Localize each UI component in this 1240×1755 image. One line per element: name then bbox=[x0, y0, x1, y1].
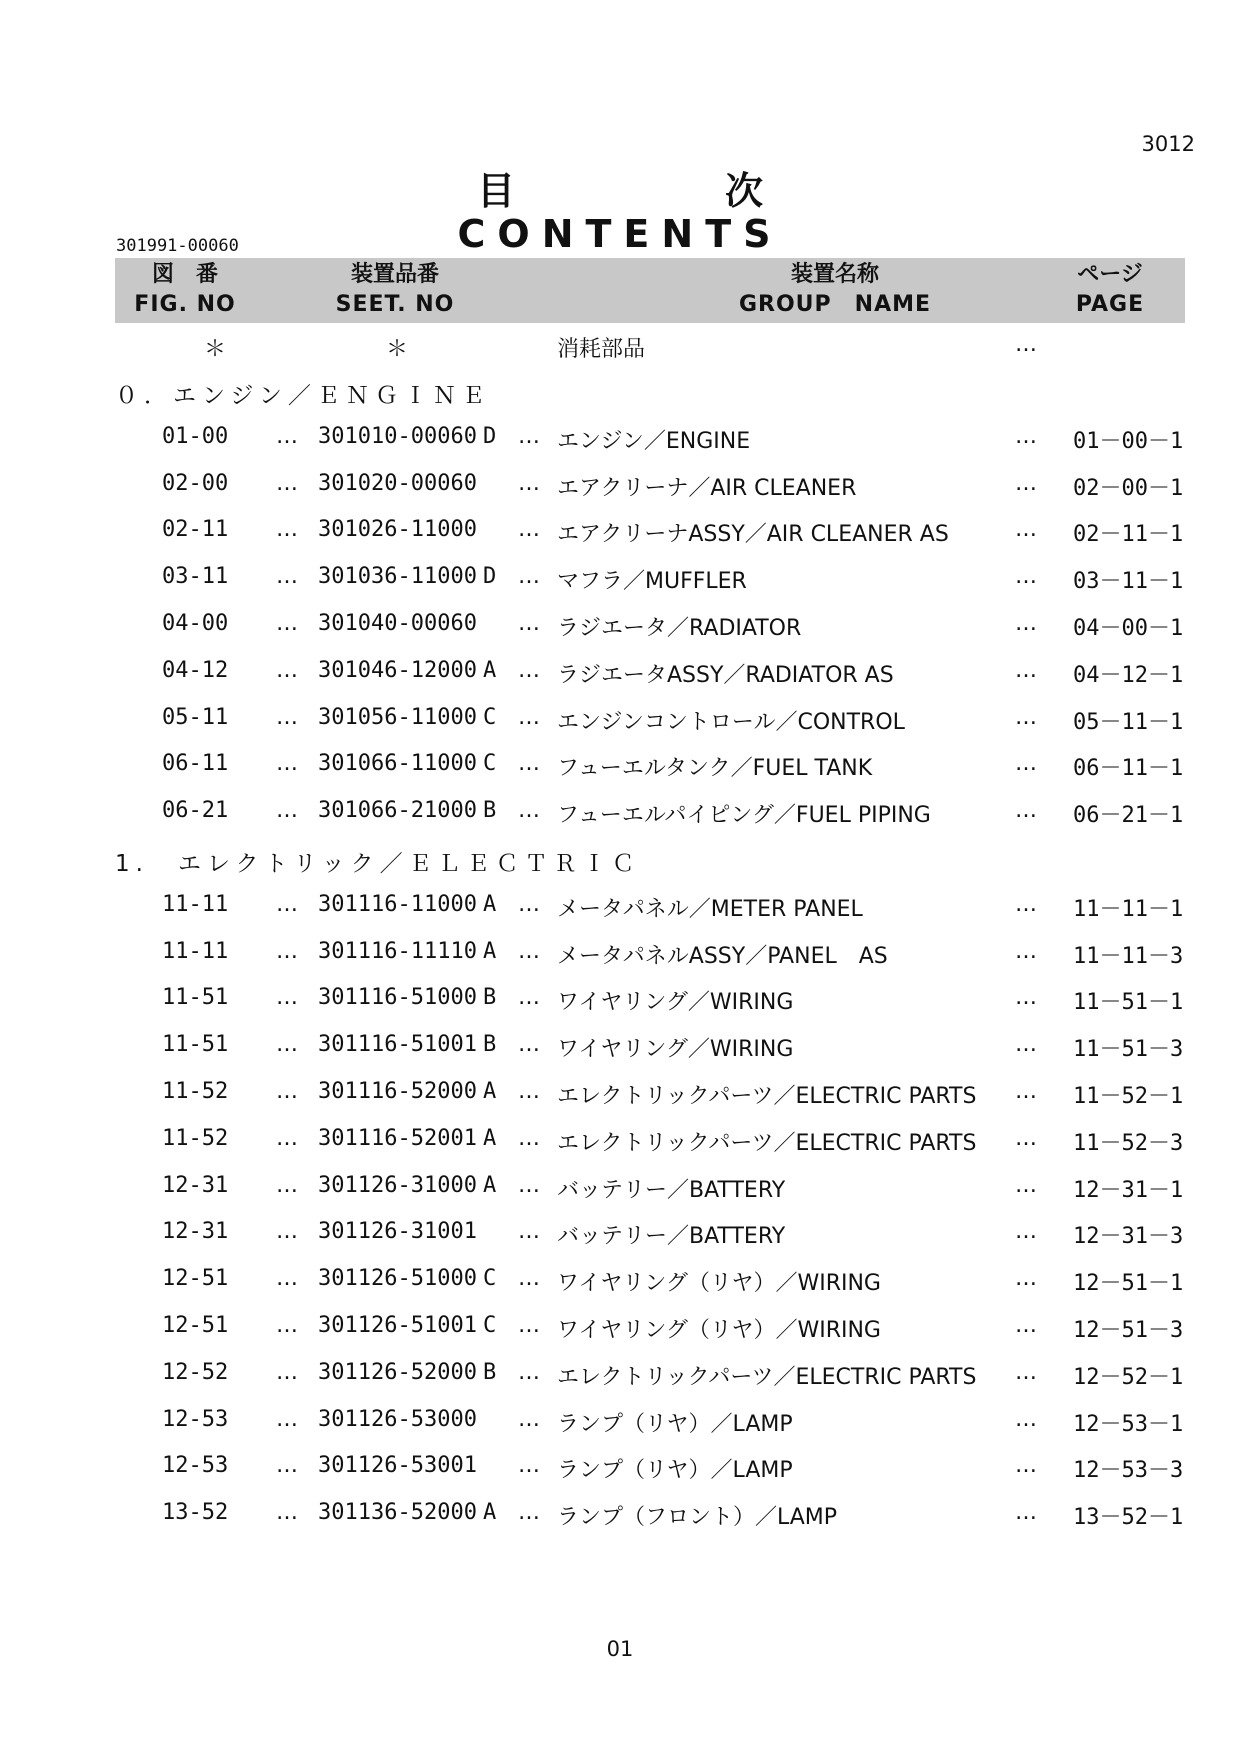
page-number: 01 bbox=[606, 1637, 634, 1661]
page-ref: 01－00－1 bbox=[1073, 428, 1184, 454]
table-header bbox=[115, 258, 1185, 323]
leader-dots: … bbox=[518, 1406, 540, 1432]
leader-dots: … bbox=[1015, 704, 1037, 730]
page-ref: 11－11－1 bbox=[1073, 896, 1184, 922]
page-ref: 06－11－1 bbox=[1073, 756, 1184, 782]
leader-dots: … bbox=[1015, 1219, 1037, 1245]
revision-letter: C bbox=[483, 704, 497, 730]
group-name: ランプ（フロント）／LAMP bbox=[557, 1505, 838, 1531]
page-ref: 12－51－1 bbox=[1073, 1271, 1184, 1297]
fig-number: 12-53 bbox=[162, 1406, 229, 1432]
revision-letter: A bbox=[483, 1079, 497, 1104]
leader-dots: … bbox=[276, 704, 298, 730]
leader-dots: … bbox=[1015, 985, 1037, 1011]
fig-number: 11-11 bbox=[162, 938, 229, 964]
leader-dots: … bbox=[1015, 1453, 1037, 1479]
header-page bbox=[1050, 260, 1170, 320]
page-ref: 04－00－1 bbox=[1073, 616, 1184, 641]
header-fig-no bbox=[120, 260, 250, 320]
leader-dots: … bbox=[518, 611, 540, 636]
leader-dots: … bbox=[1015, 1172, 1037, 1198]
leader-dots: … bbox=[518, 657, 540, 683]
leader-dots: … bbox=[276, 423, 298, 449]
fig-number: 12-52 bbox=[162, 1359, 229, 1385]
leader-dots: … bbox=[1015, 1313, 1037, 1338]
title-jp-char-2: 次 bbox=[725, 169, 764, 213]
revision-letter: A bbox=[483, 1500, 497, 1526]
seet-number: 301116-11000 bbox=[318, 891, 477, 917]
leader-dots: … bbox=[276, 470, 298, 496]
group-name: バッテリー／BATTERY bbox=[557, 1177, 786, 1203]
revision-letter: B bbox=[483, 798, 497, 824]
seet-number: 301126-53001 bbox=[318, 1453, 477, 1479]
list-item bbox=[0, 1126, 1240, 1166]
leader-dots: … bbox=[1015, 517, 1037, 543]
list-item bbox=[0, 1266, 1240, 1306]
header-group-en: GROUP NAME bbox=[738, 292, 932, 317]
group-name: エアクリーナ／AIR CLEANER bbox=[557, 475, 857, 501]
revision-letter: B bbox=[483, 1359, 497, 1385]
leader-dots: … bbox=[1015, 423, 1037, 449]
page-ref: 04－12－1 bbox=[1073, 662, 1184, 688]
fig-number: 12-51 bbox=[162, 1266, 229, 1292]
leader-dots: … bbox=[518, 1313, 540, 1338]
list-item bbox=[0, 798, 1240, 838]
leader-dots: … bbox=[1015, 938, 1037, 964]
leader-dots: … bbox=[276, 1266, 298, 1292]
page-ref: 11－52－1 bbox=[1073, 1084, 1184, 1109]
title-jp-char-1: 目 bbox=[476, 169, 515, 213]
group-name: ワイヤリング／WIRING bbox=[557, 1037, 794, 1063]
group-name: エレクトリックパーツ／ELECTRIC PARTS bbox=[557, 1364, 977, 1390]
fig-number: 02-11 bbox=[162, 517, 229, 543]
seet-number: 301126-51001 bbox=[318, 1313, 477, 1338]
page-ref: 12－51－3 bbox=[1073, 1318, 1184, 1343]
revision-letter: C bbox=[483, 1266, 497, 1292]
seet-number: 301126-51000 bbox=[318, 1266, 477, 1292]
fig-number: 11-52 bbox=[162, 1125, 229, 1151]
leader-dots: … bbox=[518, 1266, 540, 1292]
group-name: ラジエータ／RADIATOR bbox=[557, 616, 802, 641]
leader-dots: … bbox=[518, 1453, 540, 1479]
group-name: ワイヤリング／WIRING bbox=[557, 990, 794, 1016]
leader-dots: … bbox=[276, 1313, 298, 1338]
leader-dots: … bbox=[1015, 798, 1037, 824]
fig-number: 01-00 bbox=[162, 423, 229, 449]
group-name: ランプ（リヤ）／LAMP bbox=[557, 1411, 793, 1437]
seet-number: 301040-00060 bbox=[318, 611, 477, 636]
leader-dots: … bbox=[276, 1172, 298, 1198]
leader-dots: … bbox=[276, 1125, 298, 1151]
fig-number: 06-21 bbox=[162, 798, 229, 824]
group-name: エレクトリックパーツ／ELECTRIC PARTS bbox=[557, 1084, 977, 1109]
fig-number: 12-31 bbox=[162, 1219, 229, 1245]
fig-number: 04-12 bbox=[162, 657, 229, 683]
revision-letter: A bbox=[483, 657, 497, 683]
seet-number: 301126-52000 bbox=[318, 1359, 477, 1385]
page-ref: 12－31－3 bbox=[1073, 1224, 1184, 1250]
group-name: フューエルパイピング／FUEL PIPING bbox=[557, 803, 931, 829]
leader-dots: … bbox=[1015, 751, 1037, 777]
page-ref: 05－11－1 bbox=[1073, 709, 1184, 735]
seet-number: 301066-21000 bbox=[318, 798, 477, 824]
group-name: ラジエータASSY／RADIATOR AS bbox=[557, 662, 894, 688]
list-item bbox=[0, 1500, 1240, 1540]
header-group-jp: 装置名称 bbox=[790, 262, 879, 287]
leader-dots: … bbox=[276, 891, 298, 917]
page-ref: 12－53－3 bbox=[1073, 1458, 1184, 1484]
seet-number: 301036-11000 bbox=[318, 564, 477, 590]
seet-number: 301116-52001 bbox=[318, 1125, 477, 1151]
page-ref: 11－52－3 bbox=[1073, 1130, 1184, 1156]
list-item bbox=[0, 751, 1240, 791]
header-group-name bbox=[675, 260, 995, 320]
seet-number: 301010-00060 bbox=[318, 423, 477, 449]
leader-dots: … bbox=[276, 985, 298, 1011]
leader-dots: … bbox=[518, 1219, 540, 1245]
page-ref: 11－51－3 bbox=[1073, 1037, 1184, 1063]
leader-dots: … bbox=[518, 517, 540, 543]
fig-number: 11-51 bbox=[162, 985, 229, 1011]
group-name: ワイヤリング（リヤ）／WIRING bbox=[557, 1318, 881, 1343]
leader-dots: … bbox=[276, 1453, 298, 1479]
fig-number: 05-11 bbox=[162, 704, 229, 730]
leader-dots: … bbox=[276, 1079, 298, 1104]
leader-dots: … bbox=[276, 1219, 298, 1245]
leader-dots: … bbox=[276, 751, 298, 777]
page-ref: 12－53－1 bbox=[1073, 1411, 1184, 1437]
header-seet-no bbox=[310, 260, 480, 320]
consumables-name: 消耗部品 bbox=[557, 337, 646, 362]
leader-dots: … bbox=[276, 1359, 298, 1385]
revision-letter: C bbox=[483, 1313, 497, 1338]
leader-dots: … bbox=[276, 938, 298, 964]
consumables-seet: ＊ bbox=[386, 337, 409, 362]
page-ref: 06－21－1 bbox=[1073, 803, 1184, 829]
leader-dots: … bbox=[1015, 1359, 1037, 1385]
leader-dots: … bbox=[1015, 611, 1037, 636]
list-item bbox=[0, 705, 1240, 745]
leader-dots: … bbox=[518, 1172, 540, 1198]
seet-number: 301136-52000 bbox=[318, 1500, 477, 1526]
revision-letter: D bbox=[483, 564, 497, 590]
list-item bbox=[0, 1407, 1240, 1447]
leader-dots: … bbox=[518, 470, 540, 496]
leader-dots: … bbox=[276, 798, 298, 824]
revision-letter: A bbox=[483, 1172, 497, 1198]
leader-dots: … bbox=[276, 1032, 298, 1058]
leader-dots: … bbox=[1015, 1406, 1037, 1432]
seet-number: 301056-11000 bbox=[318, 704, 477, 730]
leader-dots: … bbox=[518, 751, 540, 777]
page-ref: 13－52－1 bbox=[1073, 1505, 1184, 1531]
leader-dots: … bbox=[518, 564, 540, 590]
seet-number: 301066-11000 bbox=[318, 751, 477, 777]
consumables-leader: … bbox=[1015, 332, 1037, 357]
fig-number: 04-00 bbox=[162, 611, 229, 636]
list-item bbox=[0, 892, 1240, 932]
revision-letter: C bbox=[483, 751, 497, 777]
seet-number: 301126-31000 bbox=[318, 1172, 477, 1198]
consumables-fig: ＊ bbox=[204, 337, 227, 362]
leader-dots: … bbox=[1015, 470, 1037, 496]
seet-number: 301020-00060 bbox=[318, 470, 477, 496]
header-seet-en: SEET. NO bbox=[335, 292, 455, 317]
revision-letter: A bbox=[483, 891, 497, 917]
group-name: エアクリーナASSY／AIR CLEANER AS bbox=[557, 522, 949, 548]
leader-dots: … bbox=[518, 985, 540, 1011]
title-english: CONTENTS bbox=[457, 212, 783, 256]
group-name: メータパネル／METER PANEL bbox=[557, 896, 863, 922]
fig-number: 12-53 bbox=[162, 1453, 229, 1479]
page-ref: 02－00－1 bbox=[1073, 475, 1184, 501]
leader-dots: … bbox=[276, 1406, 298, 1432]
seet-number: 301116-51000 bbox=[318, 985, 477, 1011]
list-item bbox=[0, 658, 1240, 698]
fig-number: 06-11 bbox=[162, 751, 229, 777]
fig-number: 03-11 bbox=[162, 564, 229, 590]
group-name: エンジン／ENGINE bbox=[557, 428, 751, 454]
seet-number: 301046-12000 bbox=[318, 657, 477, 683]
page-code: 3012 bbox=[1141, 132, 1195, 156]
revision-letter: D bbox=[483, 423, 497, 449]
leader-dots: … bbox=[1015, 564, 1037, 590]
leader-dots: … bbox=[518, 1359, 540, 1385]
list-item bbox=[0, 939, 1240, 979]
leader-dots: … bbox=[1015, 1500, 1037, 1526]
fig-number: 11-51 bbox=[162, 1032, 229, 1058]
revision-letter: A bbox=[483, 938, 497, 964]
list-item bbox=[0, 1032, 1240, 1072]
seet-number: 301126-31001 bbox=[318, 1219, 477, 1245]
fig-number: 12-51 bbox=[162, 1313, 229, 1338]
list-item bbox=[0, 1219, 1240, 1259]
fig-number: 02-00 bbox=[162, 470, 229, 496]
list-item bbox=[0, 1453, 1240, 1493]
consumables-row bbox=[0, 332, 1240, 372]
page-ref: 12－52－1 bbox=[1073, 1364, 1184, 1390]
header-fig-jp: 図 番 bbox=[151, 262, 218, 287]
leader-dots: … bbox=[518, 704, 540, 730]
fig-number: 12-31 bbox=[162, 1172, 229, 1198]
seet-number: 301116-52000 bbox=[318, 1079, 477, 1104]
leader-dots: … bbox=[276, 611, 298, 636]
page-ref: 02－11－1 bbox=[1073, 522, 1184, 548]
seet-number: 301116-11110 bbox=[318, 938, 477, 964]
leader-dots: … bbox=[276, 657, 298, 683]
leader-dots: … bbox=[518, 1500, 540, 1526]
header-fig-en: FIG. NO bbox=[134, 292, 236, 317]
list-item bbox=[0, 471, 1240, 511]
leader-dots: … bbox=[518, 1125, 540, 1151]
leader-dots: … bbox=[518, 1032, 540, 1058]
page-ref: 11－51－1 bbox=[1073, 990, 1184, 1016]
leader-dots: … bbox=[1015, 891, 1037, 917]
list-item bbox=[0, 1173, 1240, 1213]
group-name: エンジンコントロール／CONTROL bbox=[557, 709, 905, 735]
group-name: ワイヤリング（リヤ）／WIRING bbox=[557, 1271, 881, 1297]
list-item bbox=[0, 1079, 1240, 1119]
list-item bbox=[0, 985, 1240, 1025]
group-name: メータパネルASSY／PANEL AS bbox=[557, 943, 888, 969]
header-page-jp: ページ bbox=[1077, 262, 1143, 287]
leader-dots: … bbox=[1015, 1032, 1037, 1058]
group-name: マフラ／MUFFLER bbox=[557, 569, 747, 595]
list-item bbox=[0, 564, 1240, 604]
seet-number: 301126-53000 bbox=[318, 1406, 477, 1432]
list-item bbox=[0, 1313, 1240, 1353]
header-seet-jp: 装置品番 bbox=[350, 262, 439, 287]
seet-number: 301026-11000 bbox=[318, 517, 477, 543]
fig-number: 11-11 bbox=[162, 891, 229, 917]
revision-letter: B bbox=[483, 1032, 497, 1058]
page-ref: 12－31－1 bbox=[1073, 1177, 1184, 1203]
list-item bbox=[0, 611, 1240, 651]
group-name: フューエルタンク／FUEL TANK bbox=[557, 756, 873, 782]
page-ref: 03－11－1 bbox=[1073, 569, 1184, 595]
leader-dots: … bbox=[518, 423, 540, 449]
list-item bbox=[0, 424, 1240, 464]
fig-number: 13-52 bbox=[162, 1500, 229, 1526]
group-name: バッテリー／BATTERY bbox=[557, 1224, 786, 1250]
list-item bbox=[0, 517, 1240, 557]
leader-dots: … bbox=[276, 517, 298, 543]
leader-dots: … bbox=[1015, 1079, 1037, 1104]
section-heading: 1. エレクトリック／ＥＬＥＣＴＲＩＣ bbox=[115, 851, 641, 877]
page-ref: 11－11－3 bbox=[1073, 943, 1184, 969]
title-japanese bbox=[0, 160, 1240, 215]
leader-dots: … bbox=[1015, 657, 1037, 683]
group-name: ランプ（リヤ）／LAMP bbox=[557, 1458, 793, 1484]
leader-dots: … bbox=[1015, 1266, 1037, 1292]
group-name: エレクトリックパーツ／ELECTRIC PARTS bbox=[557, 1130, 977, 1156]
leader-dots: … bbox=[518, 798, 540, 824]
document-number: 301991-00060 bbox=[116, 236, 239, 256]
leader-dots: … bbox=[1015, 1125, 1037, 1151]
list-item bbox=[0, 1360, 1240, 1400]
seet-number: 301116-51001 bbox=[318, 1032, 477, 1058]
section-heading: ０．エンジン／ＥＮＧＩＮＥ bbox=[115, 383, 491, 409]
leader-dots: … bbox=[518, 1079, 540, 1104]
revision-letter: B bbox=[483, 985, 497, 1011]
leader-dots: … bbox=[518, 938, 540, 964]
revision-letter: A bbox=[483, 1125, 497, 1151]
header-page-en: PAGE bbox=[1075, 292, 1145, 317]
leader-dots: … bbox=[276, 564, 298, 590]
leader-dots: … bbox=[518, 891, 540, 917]
leader-dots: … bbox=[276, 1500, 298, 1526]
fig-number: 11-52 bbox=[162, 1079, 229, 1104]
